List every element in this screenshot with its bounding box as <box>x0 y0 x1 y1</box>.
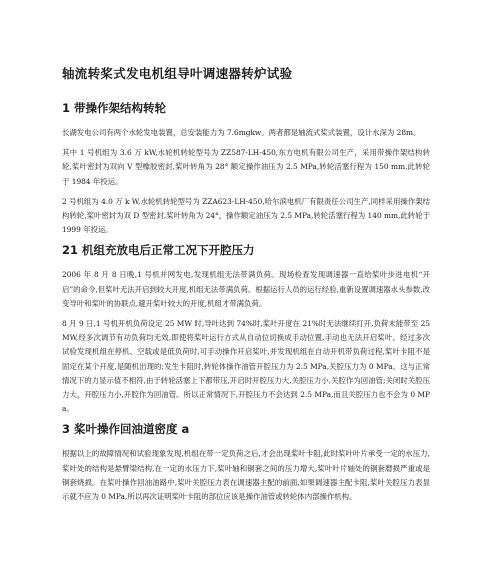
paragraph: 2 号机组为 4.0 万 k W,水轮机转轮型号为 ZZA623-LH-450,哈尔滨电机厂有限责任公司生产,同样采用操作架结构转轮,桨叶密封为双 D 型密封,桨叶转角为 24°，操作额定油压为 2.5 MPa,转轮活塞行程为 140 mm,此转轮于 1999 年投运。 <box>62 196 430 235</box>
paragraph: 根据以上的故障情况和试验现象发现,机组在带一定负荷之后,才会出现桨叶卡阻,此时桨叶叶片承受一定的水压力,桨叶处的结构是悬臂梁结构,在一定的水压力下,桨叶轴和铜套之间的压力增大,桨叶叶片轴处的铜套磨损严重或是铜套烧损。在桨叶操作回油油路中,桨叶关腔压力表在调速器主配的前面,如果调速器主配卡阻,桨叶关腔压力表显示就不应为 0 MPa,所以再次证明桨叶卡阻的部位应该是操作油管或转轮体内部操作机构。 <box>62 449 430 502</box>
section-heading: 3 桨叶操作回油道密度 a <box>62 422 190 437</box>
section-2 <box>62 243 430 416</box>
section-1 <box>62 101 430 237</box>
section-3 <box>62 422 430 504</box>
document-title: 轴流转桨式发电机组导叶调速器转炉试验 <box>62 66 293 81</box>
paragraph: 8 月 9 日,1 号机开机负荷设定 25 MW 时,导叶达到 74%时,桨叶开度在 21%时无法继续打开,负荷未能带至 25 MW,经多次调节有功负荷均无效,即使将桨叶运行方式从自动位切换成手动位置,手动也无法开启桨叶。经过多次试验发现机组在停机、空载或是低负荷时,可手动操作开启桨叶,并发现机组在自动开机带负荷过程,桨叶卡阻不是固定在某个开度,是随机出现的;发生卡阻时,转轮体操作油管开腔压力为 2.5 MPa,关腔压力为 0 MPa。这与正常情况下的力显示值不相符,由于转轮活塞上下都带压,开启时开腔压力大,关腔压力小,关腔作为回油管;关闭时关腔压力大，开腔压力小,开腔作为回油管。所以正常情况下,开腔压力不会达到 2.5 MPa,而且关腔压力也不会为 0 MPa。 <box>62 319 430 414</box>
paragraph: 其中 1 号机组为 3.6 万 kW,水轮机转轮型号为 ZZ587-LH-450,东方电机有限公司生产，采用带操作架结构转轮,桨叶密封为双向 V 型橡胶密封,桨叶转角为 28° 额定操作油压为 2.5 MPa,转轮活塞行程为 150 mm,此转轮于 1984 年投运。 <box>62 148 430 186</box>
section-heading: 21 机组充放电后正常工况下开腔压力 <box>62 243 255 258</box>
paragraph: 长湖发电公司有两个水轮发电装置，总安装能力为 7.6mgkw。两者都是轴流式桨式装置，设计水深为 28m。 <box>62 128 421 137</box>
paragraph: 2006 年 8 月 8 日晚,1 号机并网发电,发现机组无法带满负荷。现场检查发现调速器一直给桨叶步进电机“开启”的命令,但桨叶无法开启到较大开度,机组无法带满负荷。根据运行人员的运行经验,重新设置调速器水头参数,改变导叶和桨叶的协联点,避开桨叶较大的开度,机组才带满负荷。 <box>62 270 430 308</box>
document-page <box>62 66 430 510</box>
section-heading: 1 带操作架结构转轮 <box>62 101 167 115</box>
